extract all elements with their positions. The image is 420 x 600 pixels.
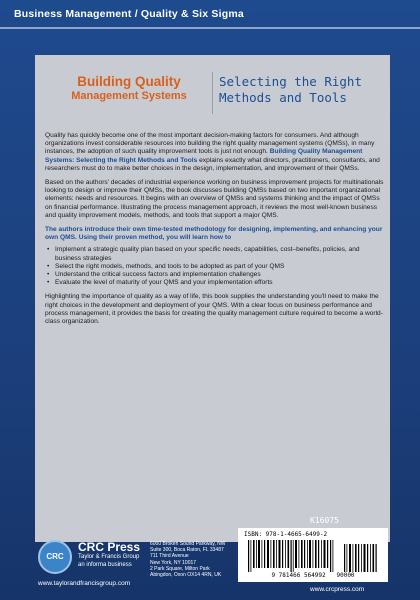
crc-logo-icon <box>38 540 72 574</box>
title-divider <box>212 72 213 114</box>
isbn-label: ISBN: 978-1-4665-6499-2 <box>244 531 328 538</box>
publisher-group: Taylor & Francis Group <box>78 554 140 560</box>
series-category: Business Management / Quality & Six Sigma <box>14 8 244 20</box>
subtitle-line-1: Selecting the Right <box>219 74 362 89</box>
address-line: 711 Third Avenue <box>150 553 189 560</box>
header-rule <box>0 27 420 29</box>
catalog-number: K16075 <box>310 516 339 525</box>
title-block <box>35 68 390 128</box>
barcode-digits <box>244 572 382 579</box>
address-line: 2 Park Square, Milton Park <box>150 565 210 572</box>
logo-text: CRC <box>46 552 64 561</box>
paragraph-2: Based on the authors' decades of industrial experience working on business improvement projects for multinationals looking to design or improve their QMSs, the book discusses building QMSs based on two important organizational elements: needs and resources. It begins with an overview of QMSs and systems thinking and the impact of QMSs on financial performance. Illustrating the process management approach, it reviews the most well-known business and quality improvement models, methods, and tools that support a major QMS. <box>45 179 384 219</box>
publisher-tagline: an informa business <box>78 561 132 568</box>
publisher-name: CRC Press <box>78 540 141 554</box>
website-taylorandfrancis: www.taylorandfrancisgroup.com <box>38 580 131 587</box>
description-text <box>45 132 385 332</box>
paragraph-4: Highlighting the importance of quality as a way of life, this book supplies the understanding you'll need to make the right choices in the development and deployment of your QMS. With a clear focus on business performance and process management, it provides the basis for creating the quality management culture required to become a world-class organization. <box>45 293 383 326</box>
list-item: • Evaluate the level of maturity of your QMS and your implementation efforts <box>45 279 385 287</box>
title-line-1: Building Quality <box>77 74 181 89</box>
subtitle-line-2: Methods and Tools <box>219 90 347 105</box>
barcode-digits-left: 9 781466 564992 <box>271 572 326 579</box>
address-line: Suite 300, Boca Raton, FL 33487 <box>150 547 224 554</box>
paragraph-3-lead: The authors introduce their own time-tested methodology for designing, implementing, and enhancing your own QMS. Using their proven method, you will learn how to <box>45 226 383 242</box>
barcode-bars <box>244 540 382 572</box>
book-subtitle <box>219 74 389 106</box>
book-title <box>49 74 209 104</box>
website-crcpress: www.crcpress.com <box>310 586 365 593</box>
paragraph-1 <box>45 132 385 173</box>
list-item: • Understand the critical success factors and implementation challenges <box>45 271 385 279</box>
publisher-addresses <box>150 541 240 578</box>
p1-text-b: explains exactly what directors, practitioners, consultants, and researchers must do to make better choices in the design, implementation, and improvement of their QMSs. <box>45 156 380 172</box>
address-line: New York, NY 10017 <box>150 559 197 566</box>
p1-title-emphasis: Building Quality Management Systems: Selecting the Right Methods and Tools <box>45 148 363 164</box>
list-item: • Select the right models, methods, and tools to be adopted as part of your QMS <box>45 263 385 271</box>
address-line: Abingdon, Oxon OX14 4RN, UK <box>150 572 222 579</box>
list-item: • Implement a strategic quality plan based on your specific needs, capabilities, cost–benefits, policies, and business strategies <box>45 246 385 262</box>
barcode-box <box>238 528 388 582</box>
title-line-2: Management Systems <box>71 90 187 102</box>
address-line: 6000 Broken Sound Parkway, NW <box>150 541 226 547</box>
p1-text-a: Quality has quickly become one of the most important decision-making factors for consumers. And although organizations invest considerable resources into building the right quality management systems (QMSs), in many instances, the adoption of such quality improvement tools is just not enough. <box>45 132 375 156</box>
barcode-digits-right: 90000 <box>336 572 355 579</box>
benefits-list <box>45 246 385 287</box>
publisher-block <box>78 540 140 569</box>
